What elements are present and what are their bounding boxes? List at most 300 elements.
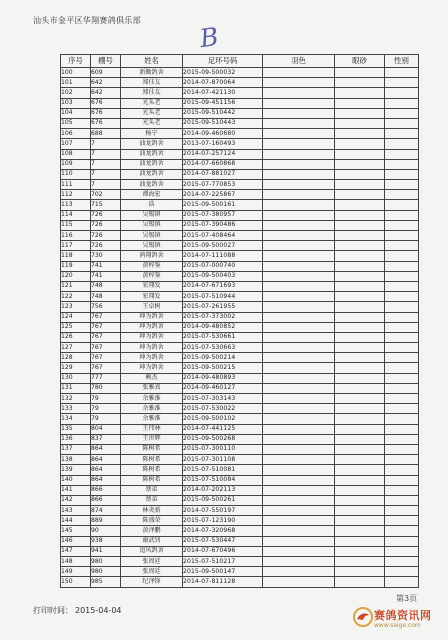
cell-loft: 7 <box>91 139 121 149</box>
cell-loft: 688 <box>91 129 121 139</box>
cell-sex <box>385 475 419 485</box>
cell-seq: 149 <box>61 567 91 577</box>
cell-name: 谭海宏 <box>121 190 183 200</box>
cell-seq: 123 <box>61 302 91 312</box>
cell-ring-number: 2015-09-510442 <box>183 108 263 118</box>
cell-sex <box>385 159 419 169</box>
cell-sex <box>385 139 419 149</box>
cell-feather-color <box>263 281 335 291</box>
cell-sex <box>385 404 419 414</box>
print-time <box>33 605 124 616</box>
cell-seq: 136 <box>61 434 91 444</box>
cell-sex <box>385 424 419 434</box>
cell-name: 坤为鸽舍 <box>121 322 183 332</box>
cell-loft: 938 <box>91 536 121 546</box>
cell-ring-number: 2015-09-500214 <box>183 353 263 363</box>
cell-loft: 79 <box>91 404 121 414</box>
cell-eye-sand <box>335 495 385 505</box>
cell-name: 油龙鸽舍 <box>121 180 183 190</box>
cell-seq: 141 <box>61 485 91 495</box>
cell-loft: 941 <box>91 546 121 556</box>
cell-sex <box>385 353 419 363</box>
cell-sex <box>385 465 419 475</box>
cell-seq: 127 <box>61 343 91 353</box>
cell-ring-number: 2014-07-257124 <box>183 149 263 159</box>
cell-sex <box>385 526 419 536</box>
cell-loft: 748 <box>91 281 121 291</box>
registration-table <box>60 54 419 588</box>
cell-ring-number: 2015-07-373002 <box>183 312 263 322</box>
table-row <box>61 169 419 179</box>
table-row <box>61 455 419 465</box>
cell-feather-color <box>263 394 335 404</box>
cell-ring-number: 2015-09-500161 <box>183 200 263 210</box>
table-row <box>61 353 419 363</box>
cell-name: 油龙鸽舍 <box>121 139 183 149</box>
cell-name: 余雅淮 <box>121 414 183 424</box>
cell-feather-color <box>263 424 335 434</box>
cell-sex <box>385 383 419 393</box>
cell-sex <box>385 241 419 251</box>
cell-seq: 111 <box>61 180 91 190</box>
table-row <box>61 404 419 414</box>
table-row <box>61 516 419 526</box>
club-name: 汕头市金平区华翔赛鸽俱乐部 <box>33 16 141 25</box>
cell-sex <box>385 516 419 526</box>
table-row <box>61 495 419 505</box>
cell-sex <box>385 261 419 271</box>
cell-sex <box>385 149 419 159</box>
print-time-label: 打印时间： <box>33 606 73 615</box>
cell-ring-number: 2014-07-111088 <box>183 251 263 261</box>
header-eye-sand: 眼砂 <box>335 55 385 68</box>
cell-ring-number: 2014-07-660868 <box>183 159 263 169</box>
cell-loft: 726 <box>91 220 121 230</box>
cell-eye-sand <box>335 200 385 210</box>
cell-loft: 702 <box>91 190 121 200</box>
table-row <box>61 434 419 444</box>
cell-feather-color <box>263 220 335 230</box>
cell-loft: 767 <box>91 343 121 353</box>
cell-ring-number: 2014-07-881027 <box>183 169 263 179</box>
cell-seq: 101 <box>61 78 91 88</box>
cell-name: 陈盛荣 <box>121 516 183 526</box>
table-row <box>61 577 419 587</box>
cell-sex <box>385 292 419 302</box>
table-row <box>61 363 419 373</box>
cell-loft: 7 <box>91 159 121 169</box>
header-seq: 序号 <box>61 55 91 68</box>
cell-feather-color <box>263 118 335 128</box>
cell-sex <box>385 546 419 556</box>
table-row <box>61 424 419 434</box>
cell-sex <box>385 88 419 98</box>
cell-feather-color <box>263 180 335 190</box>
cell-name: 蔡弟 <box>121 485 183 495</box>
cell-ring-number: 2015-07-510081 <box>183 465 263 475</box>
table-row <box>61 251 419 261</box>
cell-seq: 140 <box>61 475 91 485</box>
cell-ring-number: 2015-07-380957 <box>183 210 263 220</box>
cell-ring-number: 2014-09-480852 <box>183 322 263 332</box>
cell-name: 郑佳友 <box>121 78 183 88</box>
cell-seq: 113 <box>61 200 91 210</box>
cell-sex <box>385 332 419 342</box>
cell-ring-number: 2014-07-225867 <box>183 190 263 200</box>
cell-loft: 730 <box>91 251 121 261</box>
cell-name: 赖杰 <box>121 373 183 383</box>
cell-loft: 748 <box>91 292 121 302</box>
cell-seq: 135 <box>61 424 91 434</box>
cell-seq: 137 <box>61 444 91 454</box>
cell-sex <box>385 231 419 241</box>
cell-ring-number: 2015-09-510443 <box>183 118 263 128</box>
cell-name: 坤为鸽舍 <box>121 353 183 363</box>
cell-loft: 866 <box>91 485 121 495</box>
cell-ring-number: 2014-07-320968 <box>183 526 263 536</box>
cell-loft: 676 <box>91 98 121 108</box>
cell-sex <box>385 169 419 179</box>
table-row <box>61 383 419 393</box>
cell-eye-sand <box>335 353 385 363</box>
cell-eye-sand <box>335 465 385 475</box>
table-row <box>61 68 419 78</box>
cell-ring-number: 2014-07-870064 <box>183 78 263 88</box>
cell-ring-number: 2015-07-530447 <box>183 536 263 546</box>
cell-eye-sand <box>335 108 385 118</box>
cell-eye-sand <box>335 343 385 353</box>
cell-eye-sand <box>335 169 385 179</box>
cell-eye-sand <box>335 546 385 556</box>
cell-name: 杨宁 <box>121 129 183 139</box>
cell-name: 王世辉 <box>121 434 183 444</box>
cell-seq: 144 <box>61 516 91 526</box>
table-row <box>61 261 419 271</box>
cell-name: 油龙鸽舍 <box>121 169 183 179</box>
cell-seq: 133 <box>61 404 91 414</box>
cell-feather-color <box>263 546 335 556</box>
cell-loft: 756 <box>91 302 121 312</box>
cell-sex <box>385 495 419 505</box>
header-name: 姓名 <box>121 55 183 68</box>
cell-seq: 124 <box>61 312 91 322</box>
cell-loft: 767 <box>91 353 121 363</box>
cell-sex <box>385 271 419 281</box>
cell-ring-number: 2014-07-550197 <box>183 506 263 516</box>
table-row <box>61 78 419 88</box>
cell-seq: 139 <box>61 465 91 475</box>
cell-seq: 138 <box>61 455 91 465</box>
table-row <box>61 312 419 322</box>
cell-eye-sand <box>335 424 385 434</box>
cell-feather-color <box>263 149 335 159</box>
cell-feather-color <box>263 455 335 465</box>
cell-sex <box>385 577 419 587</box>
cell-ring-number: 2014-07-441125 <box>183 424 263 434</box>
cell-eye-sand <box>335 190 385 200</box>
cell-ring-number: 2015-07-390486 <box>183 220 263 230</box>
header-sex: 性别 <box>385 55 419 68</box>
cell-name: 新锄鸽舍 <box>121 68 183 78</box>
cell-loft: 726 <box>91 210 121 220</box>
cell-name: 光头老 <box>121 118 183 128</box>
table-row <box>61 536 419 546</box>
cell-feather-color <box>263 312 335 322</box>
cell-feather-color <box>263 363 335 373</box>
table-row <box>61 546 419 556</box>
cell-ring-number: 2015-07-530661 <box>183 332 263 342</box>
cell-feather-color <box>263 159 335 169</box>
cell-feather-color <box>263 68 335 78</box>
cell-feather-color <box>263 129 335 139</box>
cell-loft: 726 <box>91 241 121 251</box>
cell-eye-sand <box>335 363 385 373</box>
cell-name: 宏翔发 <box>121 292 183 302</box>
cell-seq: 109 <box>61 159 91 169</box>
cell-loft: 889 <box>91 516 121 526</box>
cell-sex <box>385 281 419 291</box>
table-row <box>61 241 419 251</box>
cell-feather-color <box>263 557 335 567</box>
cell-name: 陈树希 <box>121 444 183 454</box>
cell-feather-color <box>263 567 335 577</box>
cell-feather-color <box>263 210 335 220</box>
cell-eye-sand <box>335 567 385 577</box>
watermark <box>352 604 444 638</box>
cell-ring-number: 2015-09-500403 <box>183 271 263 281</box>
table-row <box>61 332 419 342</box>
cell-sex <box>385 118 419 128</box>
cell-ring-number: 2014-09-480893 <box>183 373 263 383</box>
cell-name: 蔡弟 <box>121 495 183 505</box>
cell-loft: 7 <box>91 169 121 179</box>
cell-eye-sand <box>335 475 385 485</box>
cell-feather-color <box>263 251 335 261</box>
cell-seq: 145 <box>61 526 91 536</box>
cell-sex <box>385 373 419 383</box>
cell-sex <box>385 180 419 190</box>
cell-eye-sand <box>335 455 385 465</box>
cell-sex <box>385 536 419 546</box>
cell-feather-color <box>263 536 335 546</box>
cell-eye-sand <box>335 78 385 88</box>
table-row <box>61 322 419 332</box>
cell-feather-color <box>263 353 335 363</box>
cell-sex <box>385 485 419 495</box>
cell-seq: 116 <box>61 231 91 241</box>
cell-ring-number: 2013-07-160493 <box>183 139 263 149</box>
cell-eye-sand <box>335 516 385 526</box>
cell-sex <box>385 434 419 444</box>
cell-feather-color <box>263 404 335 414</box>
cell-seq: 129 <box>61 363 91 373</box>
cell-seq: 107 <box>61 139 91 149</box>
cell-seq: 118 <box>61 251 91 261</box>
cell-ring-number: 2015-07-000740 <box>183 261 263 271</box>
table-row <box>61 475 419 485</box>
cell-sex <box>385 98 419 108</box>
cell-eye-sand <box>335 506 385 516</box>
cell-feather-color <box>263 577 335 587</box>
cell-eye-sand <box>335 485 385 495</box>
cell-name: 坤为鸽舍 <box>121 343 183 353</box>
table-row <box>61 444 419 454</box>
cell-loft: 864 <box>91 444 121 454</box>
table-row <box>61 108 419 118</box>
cell-seq: 130 <box>61 373 91 383</box>
cell-eye-sand <box>335 220 385 230</box>
cell-sex <box>385 414 419 424</box>
cell-feather-color <box>263 261 335 271</box>
cell-ring-number: 2015-09-500261 <box>183 495 263 505</box>
cell-sex <box>385 322 419 332</box>
cell-seq: 121 <box>61 281 91 291</box>
cell-name: 陈树希 <box>121 475 183 485</box>
cell-feather-color <box>263 322 335 332</box>
cell-feather-color <box>263 139 335 149</box>
cell-name: 王伟林 <box>121 424 183 434</box>
cell-seq: 148 <box>61 557 91 567</box>
cell-seq: 112 <box>61 190 91 200</box>
cell-eye-sand <box>335 414 385 424</box>
cell-feather-color <box>263 241 335 251</box>
cell-eye-sand <box>335 261 385 271</box>
cell-eye-sand <box>335 373 385 383</box>
table-row <box>61 210 419 220</box>
table-row <box>61 485 419 495</box>
cell-seq: 114 <box>61 210 91 220</box>
cell-ring-number: 2015-09-500032 <box>183 68 263 78</box>
cell-feather-color <box>263 383 335 393</box>
cell-ring-number: 2015-07-408464 <box>183 231 263 241</box>
cell-loft: 874 <box>91 506 121 516</box>
cell-sex <box>385 506 419 516</box>
cell-sex <box>385 251 419 261</box>
table-row <box>61 220 419 230</box>
cell-feather-color <box>263 190 335 200</box>
cell-loft: 7 <box>91 180 121 190</box>
cell-loft: 980 <box>91 567 121 577</box>
table-row <box>61 180 419 190</box>
cell-feather-color <box>263 88 335 98</box>
cell-eye-sand <box>335 557 385 567</box>
cell-name: 陈树希 <box>121 465 183 475</box>
cell-seq: 102 <box>61 88 91 98</box>
cell-ring-number: 2015-07-770853 <box>183 180 263 190</box>
table-row <box>61 343 419 353</box>
cell-sex <box>385 343 419 353</box>
cell-feather-color <box>263 465 335 475</box>
cell-loft: 726 <box>91 231 121 241</box>
cell-name: 吴锡镇 <box>121 220 183 230</box>
header-loft: 棚号 <box>91 55 121 68</box>
cell-name: 王卓树 <box>121 302 183 312</box>
cell-ring-number: 2015-07-303143 <box>183 394 263 404</box>
cell-feather-color <box>263 292 335 302</box>
cell-ring-number: 2015-07-300110 <box>183 444 263 454</box>
cell-loft: 767 <box>91 322 121 332</box>
cell-ring-number: 2015-07-123190 <box>183 516 263 526</box>
cell-loft: 864 <box>91 455 121 465</box>
cell-eye-sand <box>335 159 385 169</box>
table-row <box>61 414 419 424</box>
cell-eye-sand <box>335 302 385 312</box>
cell-ring-number: 2014-07-202113 <box>183 485 263 495</box>
cell-feather-color <box>263 485 335 495</box>
table-row <box>61 159 419 169</box>
table-row <box>61 149 419 159</box>
cell-name: 张周廷 <box>121 567 183 577</box>
cell-seq: 131 <box>61 383 91 393</box>
cell-seq: 115 <box>61 220 91 230</box>
cell-name: 坤为鸽舍 <box>121 312 183 322</box>
cell-name: 谢武钊 <box>121 536 183 546</box>
cell-seq: 110 <box>61 169 91 179</box>
cell-sex <box>385 200 419 210</box>
handwritten-letter: B <box>198 21 221 54</box>
cell-seq: 104 <box>61 108 91 118</box>
cell-seq: 108 <box>61 149 91 159</box>
cell-sex <box>385 363 419 373</box>
cell-eye-sand <box>335 404 385 414</box>
cell-name: 黄梓鉴 <box>121 271 183 281</box>
cell-seq: 142 <box>61 495 91 505</box>
cell-ring-number: 2015-09-500215 <box>183 363 263 373</box>
table-body <box>61 68 419 588</box>
cell-name: 纪泽锋 <box>121 577 183 587</box>
table-row <box>61 190 419 200</box>
cell-eye-sand <box>335 281 385 291</box>
cell-eye-sand <box>335 383 385 393</box>
table-row <box>61 373 419 383</box>
cell-ring-number: 2015-07-510944 <box>183 292 263 302</box>
cell-loft: 676 <box>91 118 121 128</box>
table-row <box>61 465 419 475</box>
table-row <box>61 557 419 567</box>
cell-sex <box>385 108 419 118</box>
cell-ring-number: 2015-09-500268 <box>183 434 263 444</box>
cell-seq: 126 <box>61 332 91 342</box>
cell-name: 浩 <box>121 200 183 210</box>
cell-feather-color <box>263 434 335 444</box>
cell-ring-number: 2015-09-451156 <box>183 98 263 108</box>
cell-seq: 147 <box>61 546 91 556</box>
table-row <box>61 98 419 108</box>
cell-seq: 103 <box>61 98 91 108</box>
cell-name: 黄梓鉴 <box>121 261 183 271</box>
cell-name: 宏翔发 <box>121 281 183 291</box>
cell-ring-number: 2014-07-811128 <box>183 577 263 587</box>
table-row <box>61 88 419 98</box>
cell-name: 光头老 <box>121 98 183 108</box>
cell-loft: 90 <box>91 526 121 536</box>
cell-name: 林炎新 <box>121 506 183 516</box>
cell-loft: 741 <box>91 261 121 271</box>
cell-name: 吴锡镇 <box>121 210 183 220</box>
cell-sex <box>385 68 419 78</box>
cell-sex <box>385 394 419 404</box>
cell-loft: 609 <box>91 68 121 78</box>
cell-eye-sand <box>335 88 385 98</box>
cell-feather-color <box>263 302 335 312</box>
cell-name: 吴锡镇 <box>121 231 183 241</box>
cell-sex <box>385 567 419 577</box>
cell-seq: 105 <box>61 118 91 128</box>
cell-eye-sand <box>335 68 385 78</box>
cell-eye-sand <box>335 251 385 261</box>
cell-feather-color <box>263 506 335 516</box>
table-row <box>61 394 419 404</box>
